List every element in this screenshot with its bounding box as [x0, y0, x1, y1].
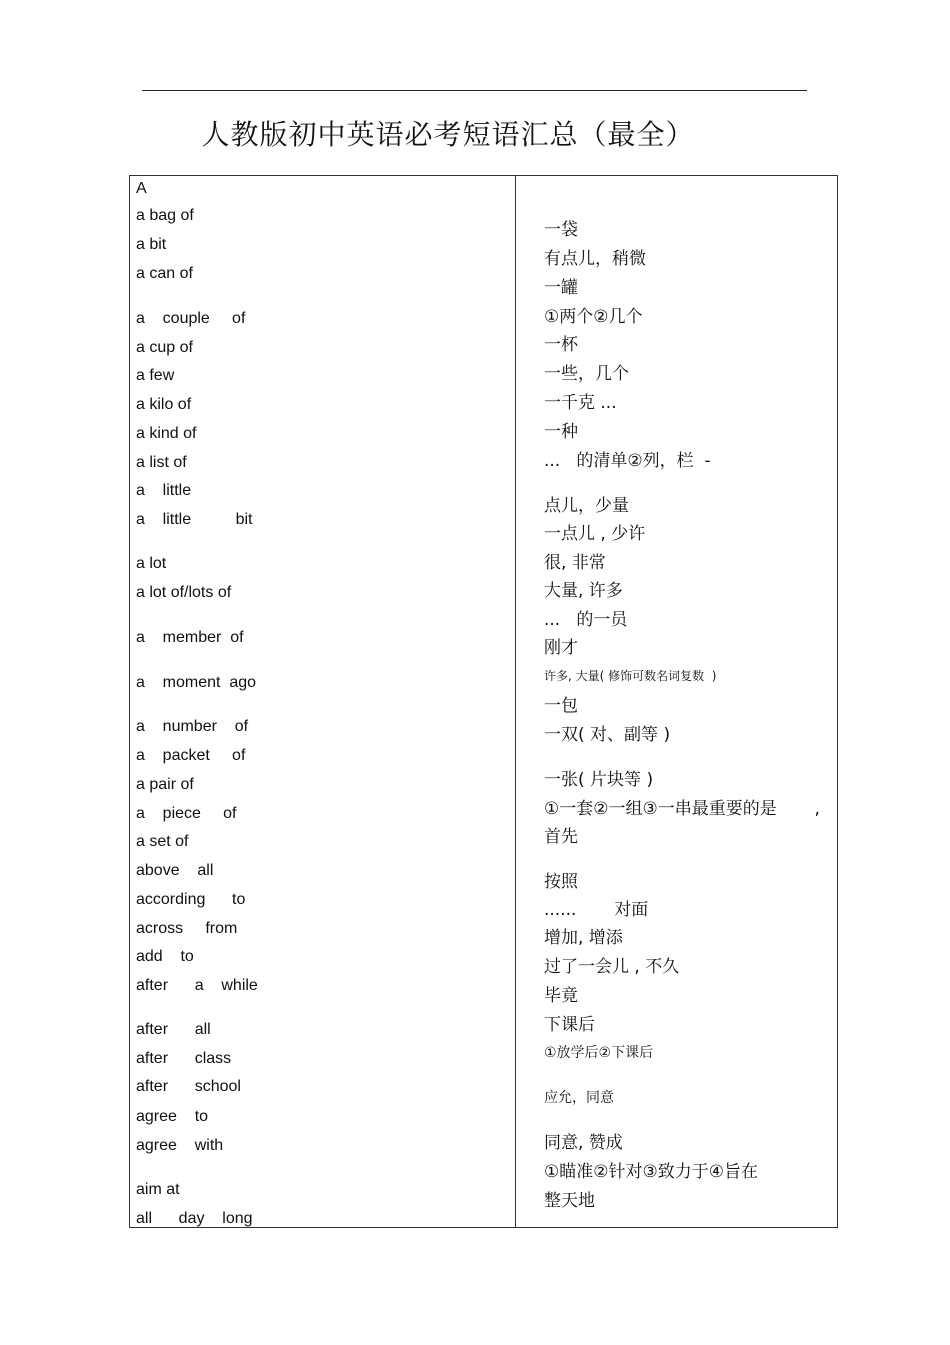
- english-phrase: a kind of: [136, 425, 197, 442]
- phrase-table: [129, 175, 838, 1228]
- english-phrase: a can of: [136, 265, 193, 282]
- english-phrase: agree to: [136, 1108, 209, 1125]
- chinese-meaning: 首先: [544, 827, 578, 847]
- english-phrase: a cup of: [136, 339, 193, 356]
- document-title: 人教版初中英语必考短语汇总（最全）: [201, 118, 695, 151]
- english-phrase: all day long: [136, 1210, 253, 1227]
- chinese-meaning: 同意, 赞成: [544, 1133, 623, 1153]
- chinese-meaning: ... 的一员: [544, 610, 628, 630]
- english-phrase: aim at: [136, 1181, 180, 1198]
- english-phrase: a couple of: [136, 310, 246, 327]
- chinese-meaning: 有点儿，稍微: [544, 249, 646, 269]
- chinese-meaning: 一杯: [544, 335, 578, 355]
- english-phrase: a bit: [136, 236, 167, 253]
- english-phrase: across from: [136, 920, 238, 937]
- chinese-meaning: 刚才: [544, 638, 578, 658]
- chinese-meaning: 一袋: [544, 220, 578, 240]
- chinese-meaning: ... 的清单②列，栏 -: [544, 451, 711, 471]
- english-phrase: after school: [136, 1078, 241, 1095]
- english-phrase: after class: [136, 1050, 232, 1067]
- english-phrase: a bag of: [136, 207, 194, 224]
- english-phrase: a number of: [136, 718, 249, 735]
- header-rule: [142, 90, 807, 91]
- column-divider: [515, 175, 516, 1228]
- english-phrase: a little: [136, 482, 192, 499]
- english-phrase: a moment ago: [136, 674, 257, 691]
- chinese-meaning: 一张( 片块等 ): [544, 770, 654, 790]
- english-phrase: a list of: [136, 454, 187, 471]
- chinese-meaning: ①瞄准②针对③致力于④旨在: [544, 1162, 758, 1182]
- chinese-meaning: 一点儿 , 少许: [544, 524, 646, 544]
- chinese-meaning: ①两个②几个: [544, 307, 643, 327]
- english-phrase: a few: [136, 367, 175, 384]
- english-phrase: a lot of/lots of: [136, 584, 232, 601]
- english-phrase: a packet of: [136, 747, 246, 764]
- chinese-meaning: 一罐: [544, 278, 578, 298]
- english-phrase: according to: [136, 891, 246, 908]
- chinese-meaning: 应允，同意: [544, 1090, 614, 1106]
- chinese-meaning: 增加, 增添: [544, 928, 623, 948]
- chinese-meaning: ...... 对面: [544, 900, 649, 920]
- english-phrase: agree with: [136, 1137, 224, 1154]
- chinese-meaning: 下课后: [544, 1015, 595, 1035]
- english-phrase: A: [136, 180, 147, 197]
- chinese-meaning: 点儿，少量: [544, 496, 629, 516]
- english-phrase: a pair of: [136, 776, 194, 793]
- chinese-meaning: 许多, 大量( 修饰可数名词复数 ): [544, 669, 717, 683]
- english-phrase: after a while: [136, 977, 258, 994]
- chinese-meaning: 一千克 ...: [544, 393, 617, 413]
- english-phrase: add to: [136, 948, 194, 965]
- chinese-meaning: 按照: [544, 872, 578, 892]
- chinese-meaning: 毕竟: [544, 986, 578, 1006]
- chinese-meaning: 过了一会儿 , 不久: [544, 957, 680, 977]
- chinese-meaning: 很, 非常: [544, 553, 606, 573]
- chinese-meaning: 整天地: [544, 1191, 595, 1211]
- english-phrase: a lot: [136, 555, 167, 572]
- english-phrase: a kilo of: [136, 396, 192, 413]
- chinese-meaning: 一双( 对、副等 ): [544, 725, 671, 745]
- english-phrase: after all: [136, 1021, 211, 1038]
- english-phrase: a set of: [136, 833, 189, 850]
- chinese-meaning: 一包: [544, 696, 578, 716]
- english-phrase: a member of: [136, 629, 244, 646]
- chinese-meaning: 一些，几个: [544, 364, 629, 384]
- chinese-meaning: ①一套②一组③一串最重要的是 ,: [544, 799, 820, 819]
- chinese-meaning: 一种: [544, 422, 578, 442]
- chinese-meaning: 大量, 许多: [544, 581, 623, 601]
- english-phrase: a little bit: [136, 511, 253, 528]
- english-phrase: a piece of: [136, 805, 237, 822]
- english-phrase: above all: [136, 862, 214, 879]
- chinese-meaning: ①放学后②下课后: [544, 1045, 654, 1061]
